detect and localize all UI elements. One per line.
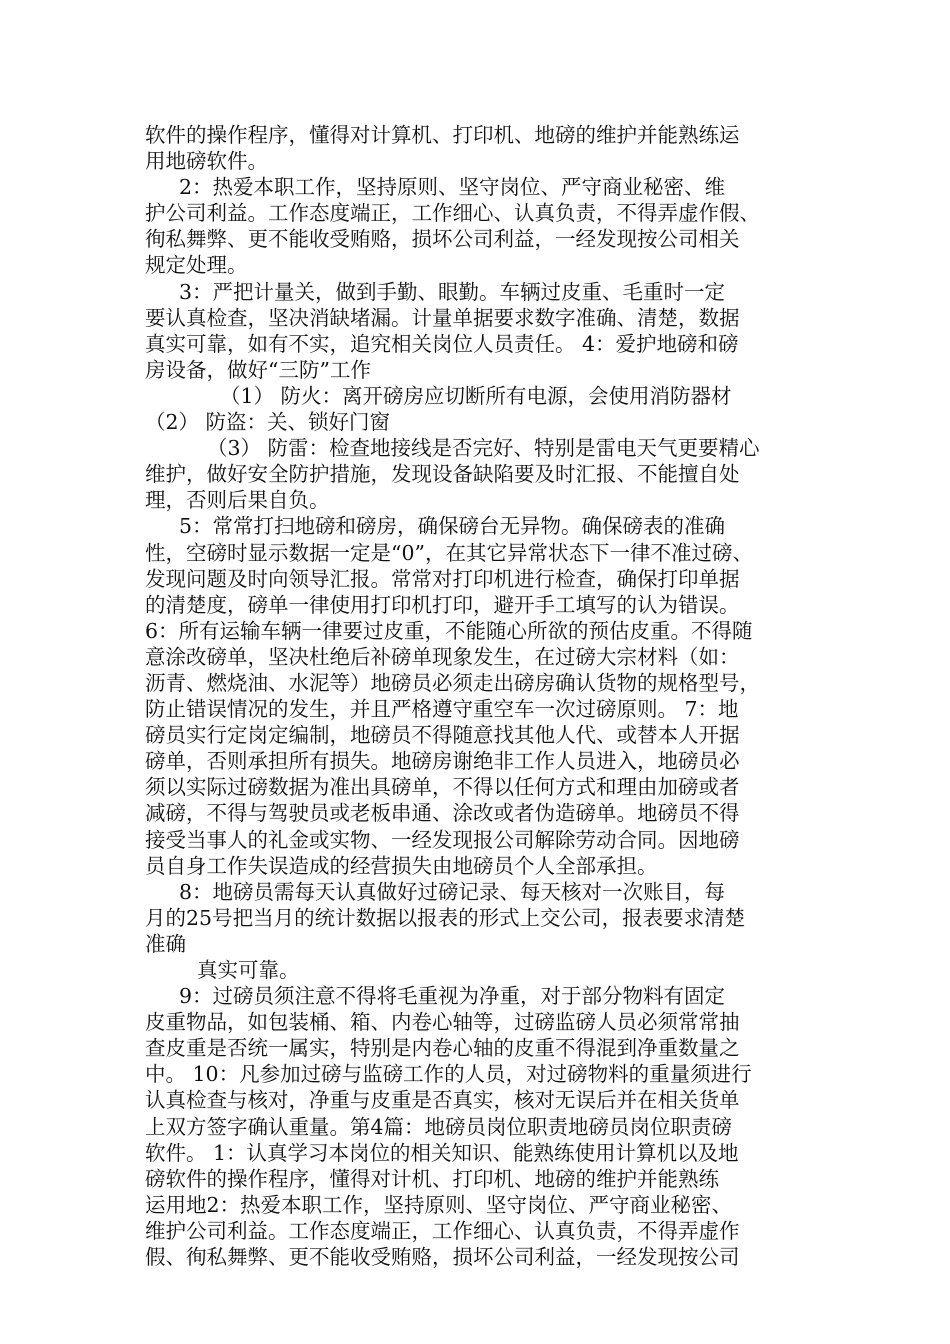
text-line: 月的25号把当月的统计数据以报表的形式上交公司，报表要求清楚 [145,905,746,930]
text-line: 的清楚度，磅单一律使用打印机打印，避开手工填写的认为错误。 [145,592,740,617]
text-line: 软件。 1：认真学习本岗位的相关知识、能熟练使用计算机以及地 [145,1140,739,1165]
text-line: 护公司利益。工作态度端正，工作细心、认真负责，不得弄虚作假、 [145,201,760,226]
text-line: 房设备，做好“三防”工作 [145,357,371,382]
text-line: 意涂改磅单，坚决杜绝后补磅单现象发生，在过磅大宗材料（如： [145,644,740,669]
text-line: 要认真检查，坚决消缺堵漏。计量单据要求数字准确、清楚，数据 [145,305,740,330]
text-line: 皮重物品，如包装桶、箱、内卷心轴等，过磅监磅人员必须常常抽 [145,1010,740,1035]
text-line: 8：地磅员需每天认真做好过磅记录、每天核对一次账目，每 [179,879,726,904]
text-line: 徇私舞弊、更不能收受贿赂，损坏公司利益，一经发现按公司相关 [145,227,740,252]
text-line: 查皮重是否统一属实，特别是内卷心轴的皮重不得混到净重数量之 [145,1036,740,1061]
text-line: 磅单，否则承担所有损失。地磅房谢绝非工作人员进入，地磅员必 [145,749,740,774]
text-line: 准确 [145,931,186,956]
text-line: 2：热爱本职工作，坚持原则、坚守岗位、严守商业秘密、维 [179,175,726,200]
text-line: 软件的操作程序，懂得对计算机、打印机、地磅的维护并能熟练运 [145,123,740,147]
text-line: 真实可靠。 [197,958,300,982]
document-body [145,122,815,1270]
text-line: （3） 防雷：检查地接线是否完好、特别是雷电天气更要精心 [207,436,760,461]
text-line: 性，空磅时显示数据一定是“0”，在其它异常状态下一律不准过磅、 [145,540,754,565]
text-line: 用地磅软件。 [145,149,268,174]
text-line: 减磅，不得与驾驶员或老板串通、涂改或者伪造磅单。地磅员不得 [145,801,740,826]
text-line: 接受当事人的礼金或实物、一经发现报公司解除劳动合同。因地磅 [145,827,740,852]
text-line: （2） 防盗：关、锁好门窗 [145,410,391,435]
text-line: 维护公司利益。工作态度端正，工作细心、认真负责，不得弄虚作 [145,1218,740,1243]
text-line: 认真检查与核对，净重与皮重是否真实，核对无误后并在相关货单 [145,1088,740,1113]
text-line: 真实可靠，如有不实，追究相关岗位人员责任。 4：爱护地磅和磅 [145,331,739,356]
text-line: 中。 10：凡参加过磅与监磅工作的人员，对过磅物料的重量须进行 [145,1062,752,1087]
text-line: 员自身工作失误造成的经营损失由地磅员个人全部承担。 [145,853,658,878]
text-line: 沥青、燃烧油、水泥等）地磅员必须走出磅房确认货物的规格型号， [145,670,760,695]
text-line: 磅员实行定岗定编制，地磅员不得随意找其他人代、或替本人开据 [145,723,740,748]
text-line: 规定处理。 [145,253,248,278]
text-line: 6：所有运输车辆一律要过皮重，不能随心所欲的预估皮重。不得随 [145,618,753,643]
text-line: 防止错误情况的发生，并且严格遵守重空车一次过磅原则。 7：地 [145,697,739,722]
text-line: 磅软件的操作程序，懂得对计机、打印机、地磅的维护并能熟练 [145,1166,719,1191]
text-line: 5：常常打扫地磅和磅房，确保磅台无异物。确保磅表的准确 [179,514,726,539]
text-line: 上双方签字确认重量。第4篇：地磅员岗位职责地磅员岗位职责磅 [145,1114,733,1139]
text-line: 3：严把计量关，做到手勤、眼勤。车辆过皮重、毛重时一定 [179,279,726,304]
text-line: 发现问题及时向领导汇报。常常对打印机进行检查，确保打印单据 [145,566,740,591]
text-line: 假、徇私舞弊、更不能收受贿赂，损坏公司利益，一经发现按公司 [145,1245,740,1270]
text-line: 理，否则后果自负。 [145,488,330,513]
text-line: （1） 防火：离开磅房应切断所有电源，会使用消防器材 [220,383,732,408]
text-line: 维护，做好安全防护措施，发现设备缺陷要及时汇报、不能擅自处 [145,462,740,487]
text-line: 9：过磅员须注意不得将毛重视为净重，对于部分物料有固定 [179,984,726,1009]
text-line: 须以实际过磅数据为准出具磅单，不得以任何方式和理由加磅或者 [145,775,740,800]
text-line: 运用地2：热爱本职工作，坚持原则、坚守岗位、严守商业秘密、 [145,1192,733,1217]
